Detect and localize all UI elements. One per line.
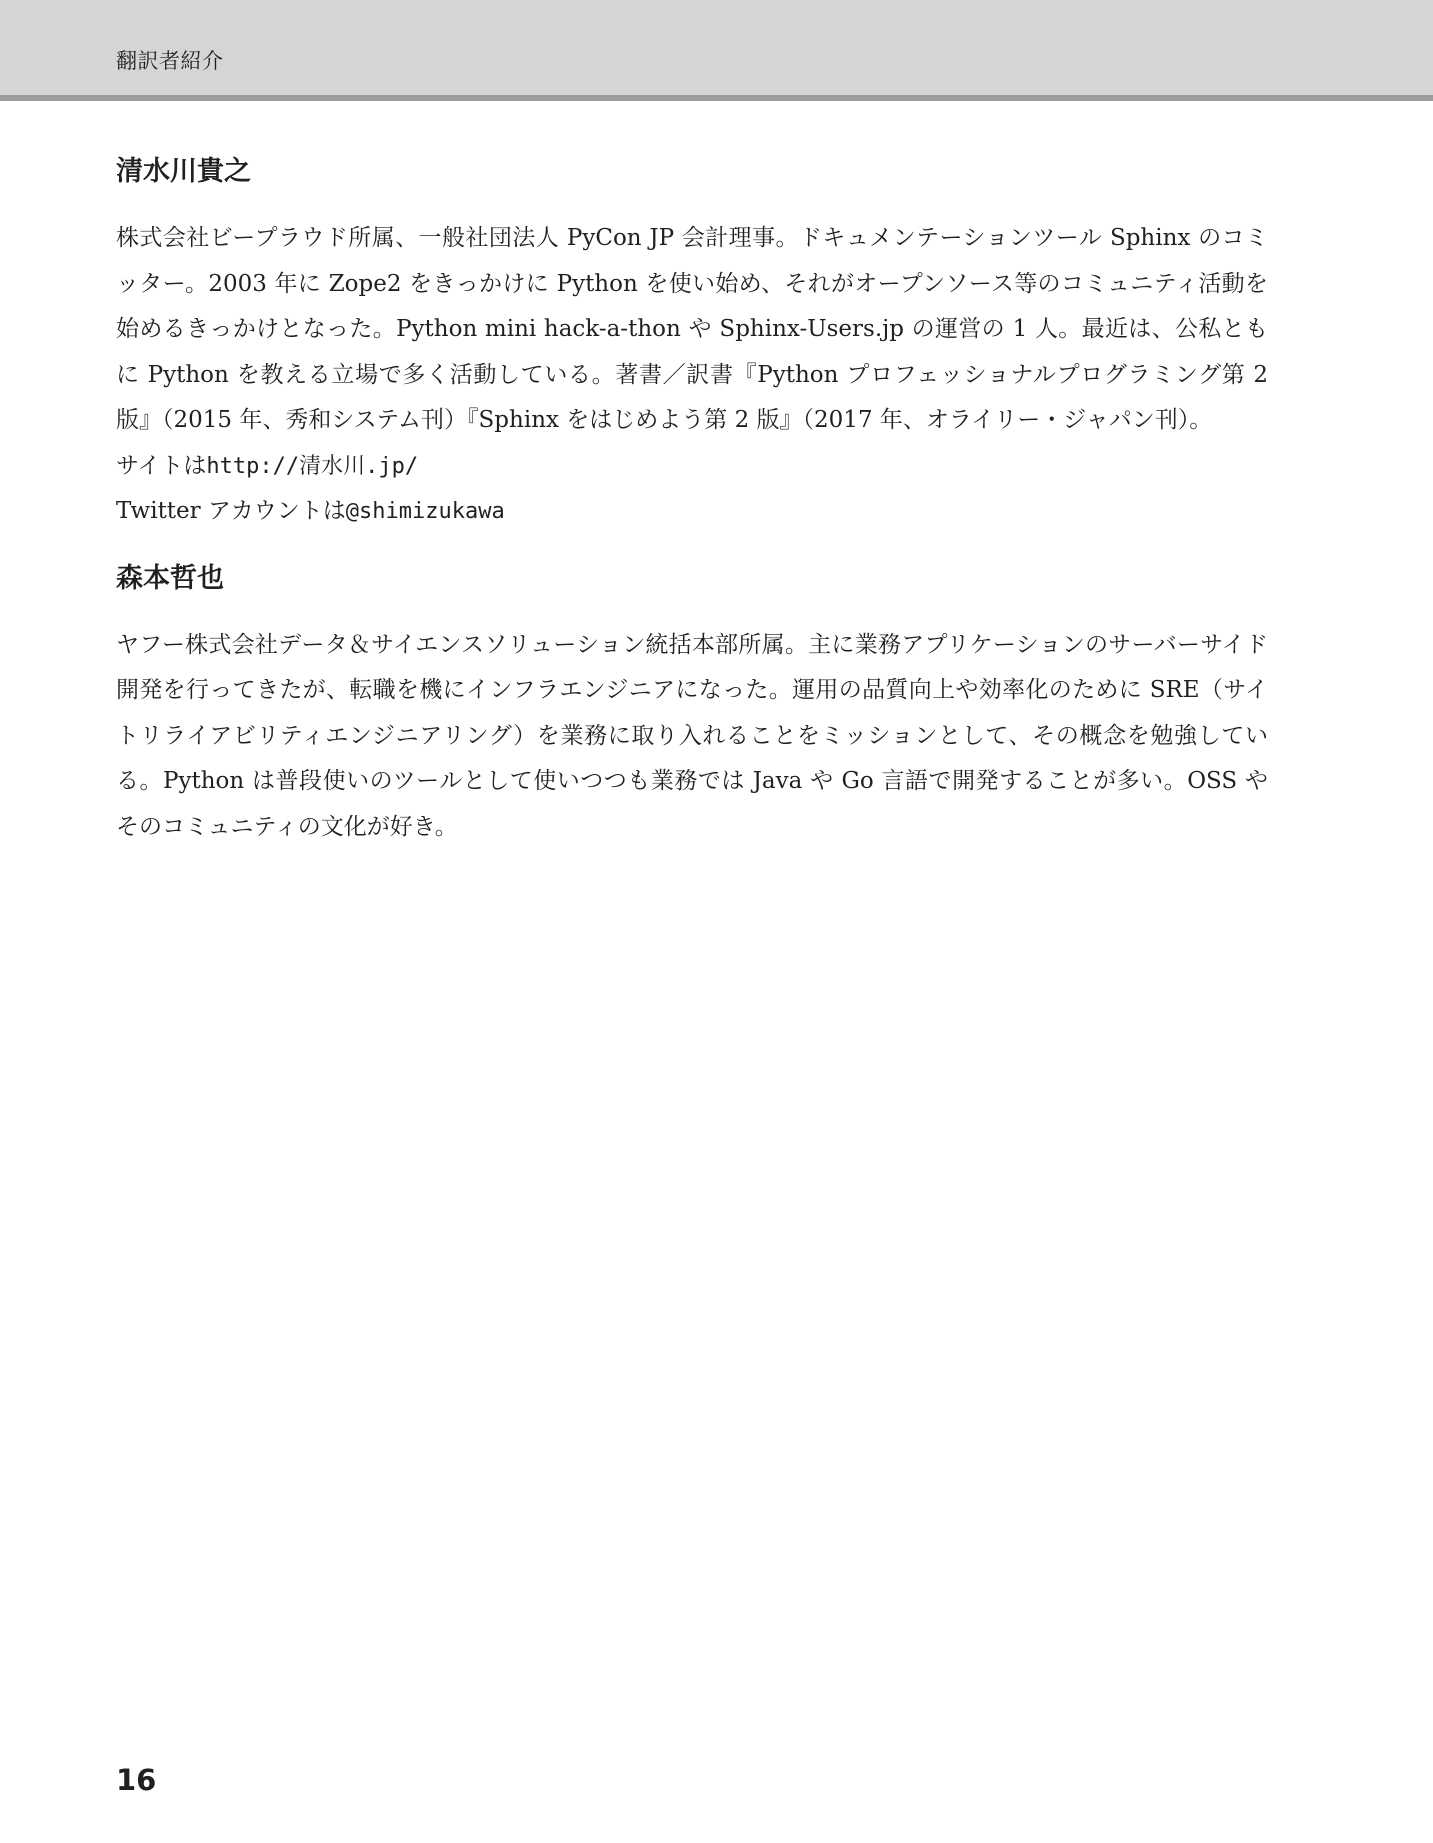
twitter-handle[interactable]: @shimizukawa <box>345 499 505 524</box>
site-url-link[interactable]: http://清水川.jp/ <box>206 453 419 479</box>
translator-section-morimoto <box>116 557 1268 851</box>
site-line <box>116 444 1268 490</box>
running-head: 翻訳者紹介 <box>116 49 224 73</box>
translator-bio: ヤフー株式会社データ＆サイエンスソリューション統括本部所属。主に業務アプリケーションのサーバーサイド開発を行ってきたが、転職を機にインフラエンジニアになった。運用の品質向上や効率化のために SRE（サイトリライアビリティエンジニアリング）を業務に取り入れることをミッションとして、その概念を勉強している。Python は普段使いのツールとして使いつつも業務では Java や Go 言語で開発することが多い。OSS やそのコミュニティの文化が好き。 <box>116 631 1268 840</box>
section-gap <box>116 535 1268 557</box>
header-rule <box>0 95 1433 101</box>
translator-name: 森本哲也 <box>116 562 224 594</box>
translator-name: 清水川貴之 <box>116 156 251 187</box>
site-label: サイトは <box>116 452 207 479</box>
twitter-label: Twitter アカウントは <box>116 498 346 524</box>
twitter-line <box>116 489 1268 535</box>
translator-section-shimizukawa <box>116 150 1268 535</box>
page-content <box>116 150 1268 850</box>
page-number: 16 <box>116 1763 157 1797</box>
translator-bio: 株式会社ビープラウド所属、一般社団法人 PyCon JP 会計理事。ドキュメンテーションツール Sphinx のコミッター。2003 年に Zope2 をきっかけに Python を使い始め、それがオープンソース等のコミュニティ活動を始めるきっかけとなった。Python mini hack-a-thon や Sphinx-Users.jp の運営の 1 人。最近は、公私ともに Python を教える立場で多く活動している。著書／訳書『Python プロフェッショナルプログラミング第 2 版』（2015 年、秀和システム刊）『Sphinx をはじめよう第 2 版』（2017 年、オライリー・ジャパン刊）。 <box>116 225 1268 433</box>
